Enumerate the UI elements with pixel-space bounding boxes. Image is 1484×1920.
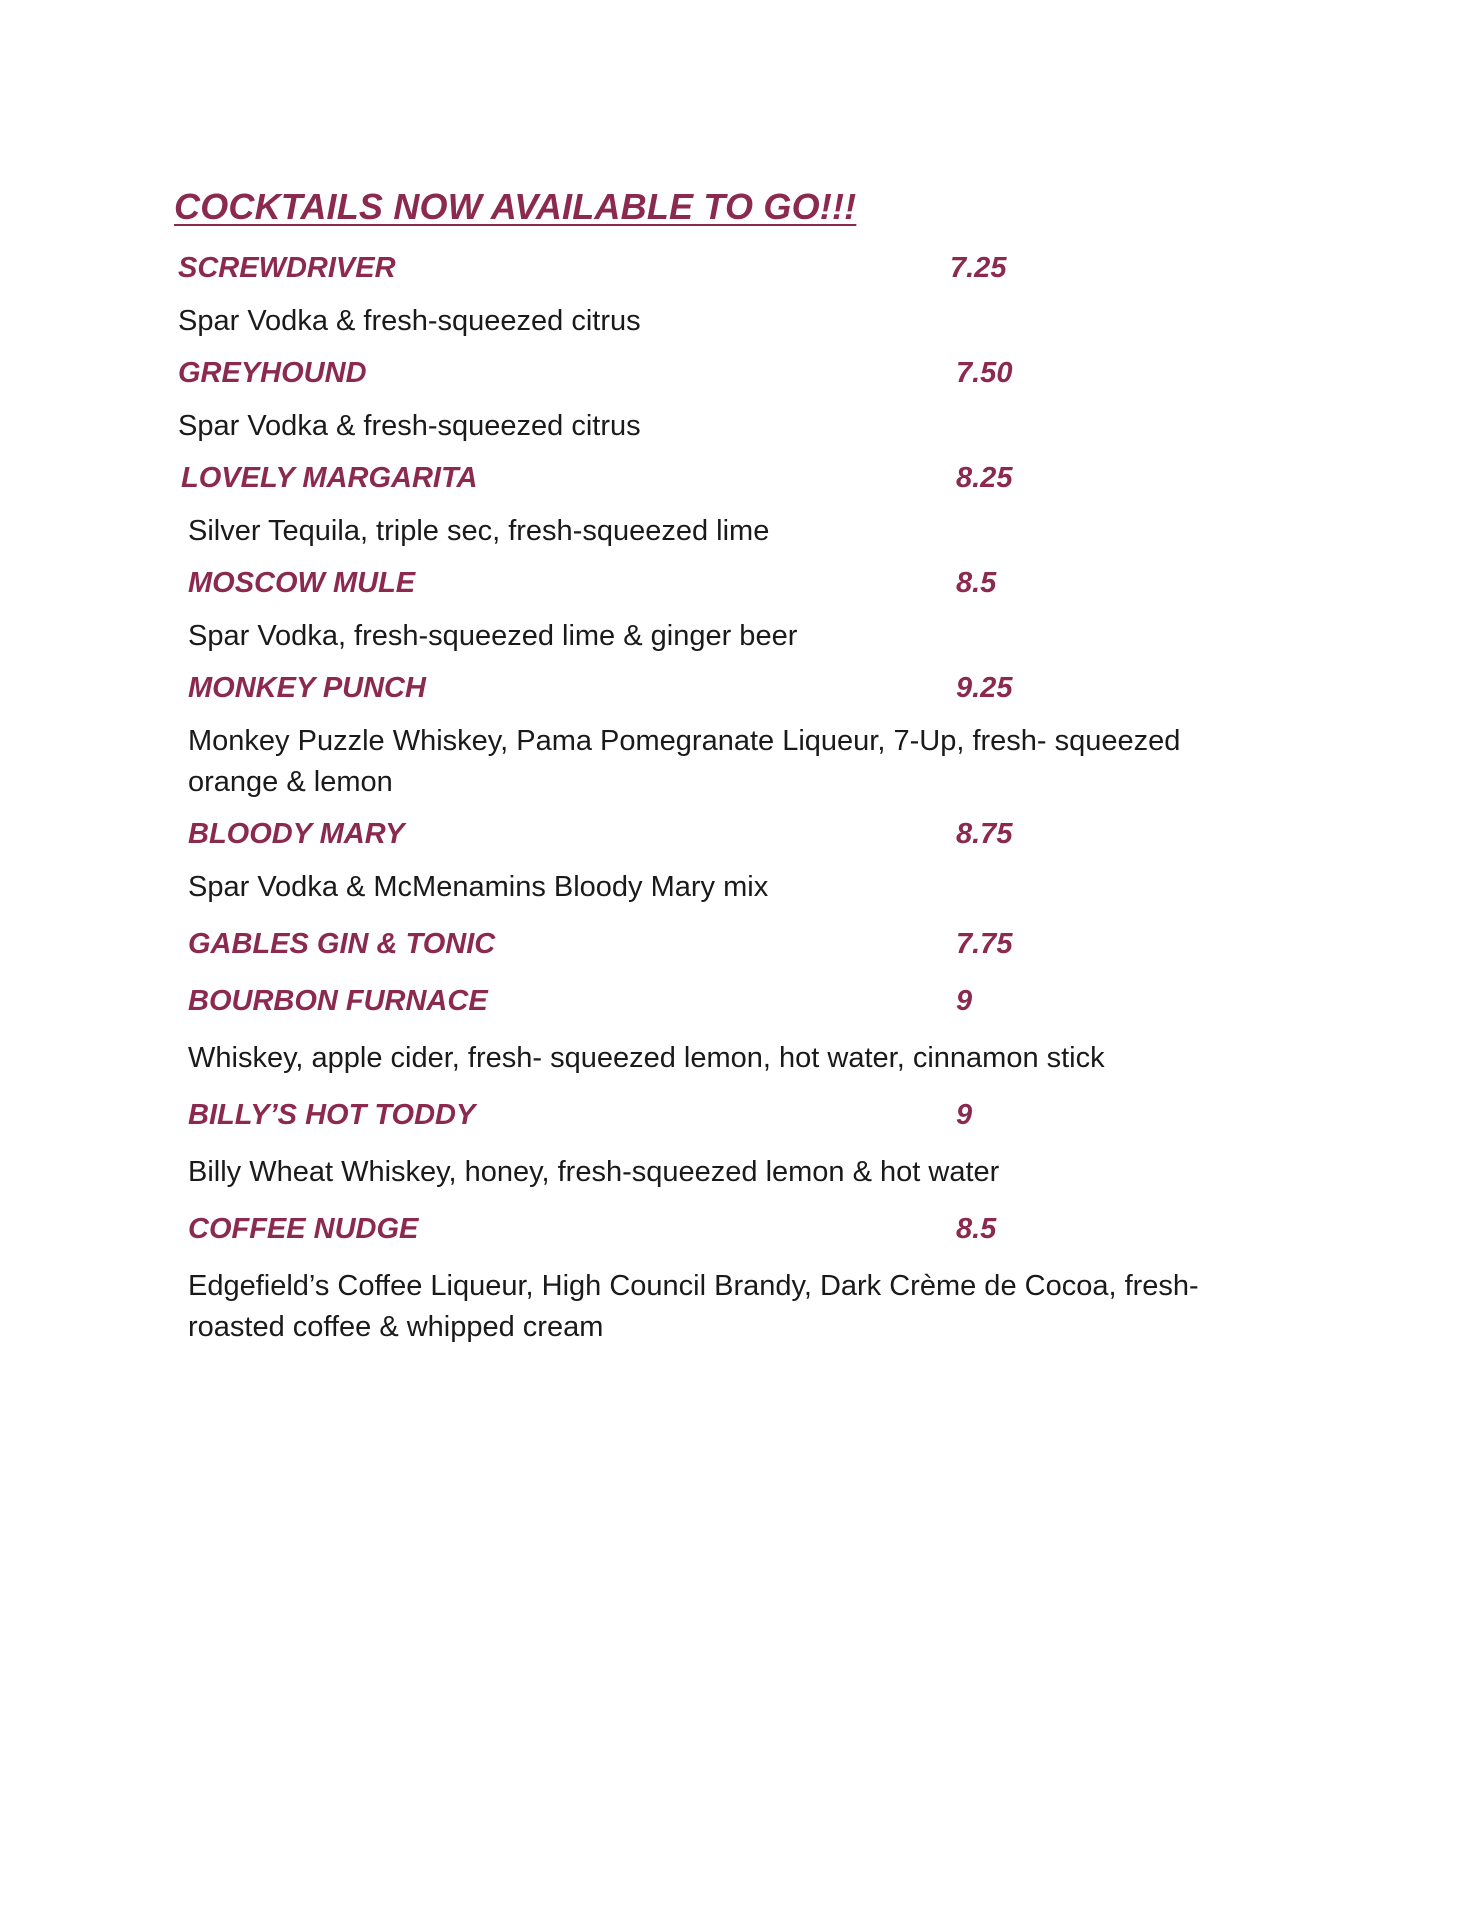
item-price-bloody-mary: 8.75 xyxy=(956,818,1013,850)
item-name-bourbon-furnace: BOURBON FURNACE xyxy=(188,985,488,1017)
item-desc-billys-hot-toddy: Billy Wheat Whiskey, honey, fresh-squeezed lemon & hot water xyxy=(188,1156,1000,1188)
item-name-moscow-mule: MOSCOW MULE xyxy=(188,567,416,599)
item-price-bourbon-furnace: 9 xyxy=(956,985,973,1017)
item-price-greyhound: 7.50 xyxy=(956,357,1013,389)
item-name-coffee-nudge: COFFEE NUDGE xyxy=(188,1213,419,1245)
item-desc-coffee-nudge-line1: Edgefield’s Coffee Liqueur, High Council Brandy, Dark Crème de Cocoa, fresh- xyxy=(188,1270,1199,1302)
item-desc-greyhound: Spar Vodka & fresh-squeezed citrus xyxy=(178,410,641,442)
item-desc-moscow-mule: Spar Vodka, fresh-squeezed lime & ginger beer xyxy=(188,620,798,652)
item-name-bloody-mary: BLOODY MARY xyxy=(188,818,405,850)
item-name-greyhound: GREYHOUND xyxy=(178,357,367,389)
item-desc-lovely-margarita: Silver Tequila, triple sec, fresh-squeezed lime xyxy=(188,515,770,547)
item-desc-bourbon-furnace: Whiskey, apple cider, fresh- squeezed lemon, hot water, cinnamon stick xyxy=(188,1042,1105,1074)
item-desc-bloody-mary: Spar Vodka & McMenamins Bloody Mary mix xyxy=(188,871,769,903)
item-name-billys-hot-toddy: BILLY’S HOT TODDY xyxy=(188,1099,476,1131)
item-desc-coffee-nudge-line2: roasted coffee & whipped cream xyxy=(188,1311,604,1343)
item-desc-monkey-punch-line2: orange & lemon xyxy=(188,766,393,798)
item-price-billys-hot-toddy: 9 xyxy=(956,1099,973,1131)
item-price-monkey-punch: 9.25 xyxy=(956,672,1013,704)
item-price-lovely-margarita: 8.25 xyxy=(956,462,1013,494)
item-name-lovely-margarita: LOVELY MARGARITA xyxy=(181,462,478,494)
item-name-monkey-punch: MONKEY PUNCH xyxy=(188,672,426,704)
item-price-screwdriver: 7.25 xyxy=(950,252,1007,284)
item-desc-monkey-punch-line1: Monkey Puzzle Whiskey, Pama Pomegranate Liqueur, 7-Up, fresh- squeezed xyxy=(188,725,1181,757)
item-price-coffee-nudge: 8.5 xyxy=(956,1213,997,1245)
item-price-moscow-mule: 8.5 xyxy=(956,567,997,599)
menu-title: COCKTAILS NOW AVAILABLE TO GO!!! xyxy=(174,186,857,227)
item-name-gables-gin-tonic: GABLES GIN & TONIC xyxy=(188,928,496,960)
item-price-gables-gin-tonic: 7.75 xyxy=(956,928,1013,960)
item-name-screwdriver: SCREWDRIVER xyxy=(178,252,396,284)
item-desc-screwdriver: Spar Vodka & fresh-squeezed citrus xyxy=(178,305,641,337)
